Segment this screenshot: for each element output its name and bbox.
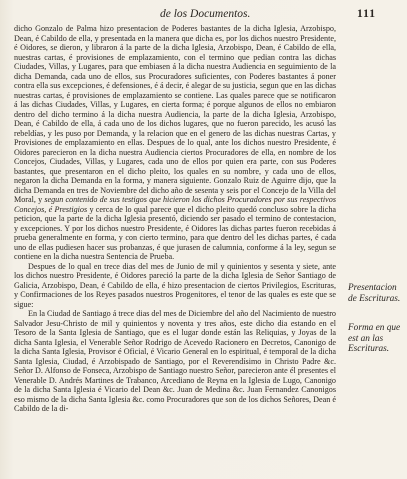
running-head: [160, 8, 400, 24]
paragraph-2: Despues de lo qual en trece dias del mes de Junio de mil y quinientos y sesenta y siete, ante los dichos nuestro Presidente, é Oidores pareció la parte de la dicha Iglesia de Señor Santiago de Galicia, Arzobispo, Dean, é Cabildo de ella, é hizo presentacion de ciertos Privilegios, Escrituras, y Confirmaciones de los Reyes pasados nuestros Progenitores, el tenor de las quales es este que se sigue:: [14, 261, 336, 309]
paragraph-1: [14, 24, 336, 262]
margin-note-presentacion: Presentacion de Escrituras.: [348, 283, 401, 304]
page-number: 111: [357, 8, 376, 20]
paragraph-1-text-b: y cerca de lo qual parece que el dicho pleito quedó concluso sobre la dicha peticion, que la parte de la dicha Iglesia presentó, diciendo ser pasado el termino de contestacion, y excepciones. Y por los dichos nuestro Presidente, é Oidores las dichas partes fueron recebidas á prueba generalmente en forma, y con cierto termino, para que dentro del les dichas partes, é cada uno de ellas pudiesen hacer sus probanzas, é que jurasen de calumnia, conforme á la ley, segun se contiene en la dicha nuestra Sentencia de Prueba.: [14, 204, 336, 261]
body-text: [14, 24, 336, 414]
paragraph-1-text-a: dicho Gonzalo de Palma hizo presentacion de Poderes bastantes de la dicha Iglesia, Arzobispo, Dean, é Cabildo de ella, y presentada en la manera que dicha es, por los dichos nuestro Presidente, é Oidores, se dieron, y libraron á la parte de la dicha Iglesia, Arzobispo, Dean, é Cabildo de ella, nuestras cartas, é provisiones de emplazamiento, con el termino que pedian contra las dichas Ciudades, Villas, y Lugares, para que embiasen á la dicha nuestra Audiencia en seguimiento de la dicha Demanda, cada uno de ellos, sus Procuradores suficientes, con Poderes bastantes á poner contra ella sus excepciones, é defensiones, é á decir, é alegar de su justicia, segun que en las dichas nuestras cartas, é provisiones de emplazamiento se contiene. Las quales parece que se notificaron á las dichas Ciudades, Villas, y Lugares, en cierta forma; é porque algunos de ellos no embiaron dentro del dicho termino á la dicha nuestra Audiencia, la parte de la dicha Iglesia, Arzobispo, Dean, é Cabildo de ella, á cada uno de los dichos lugares, que no fueron parecido, les acusó las rebeldías, y les puso por Demanda, y la relacion que en el genero de las dichas nuestras Cartas, y Provisiones de emplazamiento en ellas. Despues de lo qual, ante los dichos nuestro Presidente, é Oidores parecieron en la dicha nuestra Audiencia ciertos Procuradores de ella, en nombre de los Concejos, Ciudades, Villas, y Lugares, cada uno de ellos por quien era parte, con sus Poderes bastantes, que presentaron en el dicho pleito, los quales en su nombre, y cada uno de ellos, negaron la dicha Demanda en la forma, y manera siguiente. Gonzalo Ruiz de Aguirre dijo, que la dicha Demanda en tres de Noviembre del dicho año de sesenta y seis por el Concejo de la Villa del Moral, y: [14, 24, 336, 204]
margin-note-forma: Forma en que est an las Escrituras.: [348, 323, 401, 354]
paragraph-3: En la Ciudad de Santiago á trece dias del mes de Diciembre del año del Nacimiento de nuestro Salvador Jesu-Christo de mil y quinientos y noventa y tres años, este dicho dia estando en el Tesoro de la Santa Iglesia de Santiago, que es el lugar donde están las Reliquias, y Joyas de la dicha Santa Iglesia, el Venerable Señor Rodrigo de Acevedo Racionero en Decretos, Canonigo de la dicha Santa Iglesia, Provisor é Oficial, é Vicario General en lo espiritual, é temporal de la dicha Santa Iglesia, Ciudad, é Arzobispado de Santiago, por el Reverendísimo in Christo Padre &c. Señor D. Alfonso de Fonseca, Arzobispo de Santiago nuestro Señor, parecieron ante él presentes el Venerable D. Andrés Martines de Trabanco, Arcediano de Reyna en la Iglesia de Lugo, Canonigo de la dicha Santa Iglesia é Vicario del Dean &c. Juan de Medina &c. Juan Fernandez Canonigos eso mismo de la dicha Santa Iglesia &c. como Procuradores que son de los dichos Señores, Dean é Cabildo de la di-: [14, 309, 336, 413]
paragraph-1-italic-text: segun contenido de sus testigos que hicieron los dichos Procuradores por sus respectivos Concejos, é Prestigios: [14, 195, 336, 214]
running-title: de los Documentos.: [160, 8, 251, 20]
